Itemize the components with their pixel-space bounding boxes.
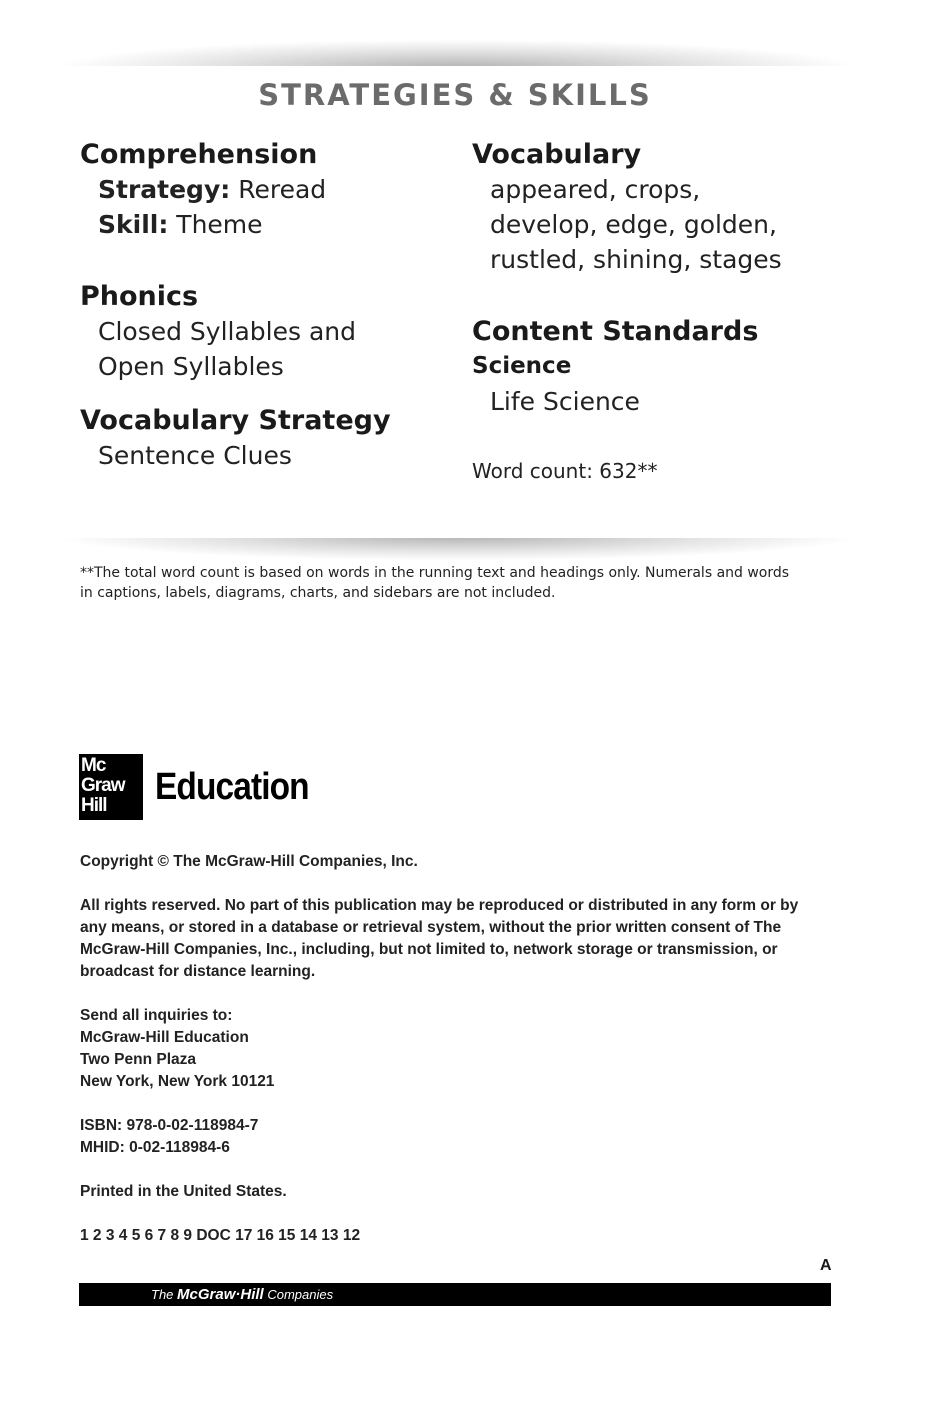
rights-line-3: McGraw-Hill Companies, Inc., including, but not limited to, network storage or transmission, or [80, 941, 778, 958]
inquiries-label: Send all inquiries to: [80, 1007, 233, 1024]
legal-block [80, 851, 840, 1269]
content-standards-heading: Content Standards [472, 316, 759, 347]
vocab-line-3: rustled, shining, stages [490, 245, 782, 274]
print-number-line: 1 2 3 4 5 6 7 8 9 DOC 17 16 15 14 13 12 [80, 1227, 361, 1244]
footer-bar [79, 1283, 831, 1306]
mcgraw-hill-logo-box [79, 754, 143, 820]
phonics-heading: Phonics [80, 281, 199, 312]
strategy-label: Strategy: [98, 175, 231, 204]
bar-brand: McGraw·Hill [177, 1286, 264, 1303]
phonics-line-1: Closed Syllables and [98, 317, 356, 346]
logo-education-text: Education [155, 765, 309, 808]
science-value: Life Science [490, 387, 640, 416]
word-count: Word count: 632** [472, 459, 658, 483]
phonics-line-2: Open Syllables [98, 352, 284, 381]
copyright-line: Copyright © The McGraw-Hill Companies, Inc. [80, 853, 418, 870]
right-column [472, 138, 892, 503]
vocab-strategy-heading: Vocabulary Strategy [80, 405, 391, 436]
corner-letter: A [820, 1257, 832, 1274]
address-line-2: Two Penn Plaza [80, 1051, 196, 1068]
logo-line-1: Mc [81, 755, 106, 776]
vocabulary-heading: Vocabulary [472, 139, 642, 170]
address-line-1: McGraw-Hill Education [80, 1029, 249, 1046]
address-line-3: New York, New York 10121 [80, 1073, 275, 1090]
page-title: STRATEGIES & SKILLS [258, 78, 652, 112]
strategy-value: Reread [238, 175, 327, 204]
skill-label: Skill: [98, 210, 169, 239]
mcgraw-hill-education-logo [79, 754, 330, 820]
logo-line-3: Hill [81, 795, 107, 816]
skill-value: Theme [176, 210, 263, 239]
isbn-block [80, 1115, 840, 1159]
rights-line-4: broadcast for distance learning. [80, 963, 316, 980]
bar-the: The [151, 1287, 174, 1302]
strategy-line [98, 172, 460, 207]
footnote-line-2: in captions, labels, diagrams, charts, and sidebars are not included. [80, 585, 556, 601]
rights-paragraph [80, 895, 840, 983]
rights-line-1: All rights reserved. No part of this publication may be reproduced or distributed in any form or by [80, 897, 799, 914]
mhid: MHID: 0-02-118984-6 [80, 1139, 230, 1156]
footer-bar-text [151, 1286, 333, 1303]
comprehension-heading: Comprehension [80, 139, 318, 170]
printed-line: Printed in the United States. [80, 1183, 287, 1200]
logo-line-2: Graw [81, 775, 125, 796]
inquiries-block [80, 1005, 840, 1093]
science-label: Science [472, 353, 572, 379]
panel-bottom-shadow [62, 536, 852, 560]
bar-companies: Companies [267, 1287, 334, 1302]
isbn: ISBN: 978-0-02-118984-7 [80, 1117, 259, 1134]
vocab-strategy-value: Sentence Clues [98, 441, 292, 470]
vocab-line-1: appeared, crops, [490, 175, 701, 204]
panel-top-shadow [62, 40, 852, 68]
skill-line [98, 207, 460, 242]
word-count-footnote [80, 563, 840, 603]
vocab-line-2: develop, edge, golden, [490, 210, 777, 239]
rights-line-2: any means, or stored in a database or retrieval system, without the prior written consent of The [80, 919, 782, 936]
footnote-line-1: **The total word count is based on words in the running text and headings only. Numerals and words [80, 565, 790, 581]
left-column [80, 138, 460, 473]
